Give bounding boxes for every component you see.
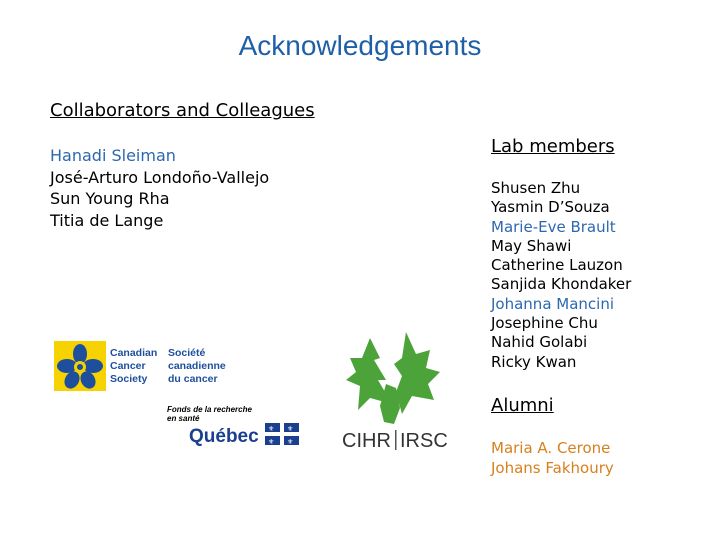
svg-text:⚜: ⚜	[268, 425, 275, 433]
lab-member-name: Sanjida Khondaker	[491, 275, 632, 294]
lab-members-list	[491, 179, 631, 372]
quebec-flag-icon	[265, 423, 299, 446]
lab-member-name: Marie-Eve Brault	[491, 217, 616, 236]
collaborator-name: Hanadi Sleiman	[50, 146, 176, 165]
lab-member-name: Nahid Golabi	[491, 333, 588, 352]
alumni-name: Maria A. Cerone	[491, 439, 611, 457]
frq-logo-text: Fonds de la recherche	[167, 405, 252, 414]
collaborators-heading: Collaborators and Colleagues	[50, 100, 315, 121]
ccs-logo-text: Canadian	[110, 347, 158, 359]
collaborators-list	[50, 145, 269, 231]
alumni-list	[491, 438, 614, 478]
lab-member-name: Johanna Mancini	[491, 294, 615, 313]
collaborator-name: Titia de Lange	[50, 210, 164, 230]
irsc-logo-text: IRSC	[400, 430, 448, 452]
lab-member-name: Shusen Zhu	[491, 179, 581, 197]
alumni-heading: Alumni	[491, 395, 554, 416]
svg-text:⚜: ⚜	[287, 425, 294, 433]
lab-member-name: Yasmin D’Souza	[491, 198, 610, 217]
slide-title: Acknowledgements	[238, 30, 482, 61]
lab-member-name: Josephine Chu	[491, 314, 598, 333]
lab-member-name: Ricky Kwan	[491, 352, 577, 371]
ccs-logo-text: Society	[110, 373, 148, 385]
collaborator-name: Sun Young Rha	[50, 189, 170, 208]
frq-sante-logo	[165, 403, 305, 452]
svg-text:⚜: ⚜	[268, 438, 275, 446]
svg-text:⚜: ⚜	[287, 438, 294, 446]
lab-member-name: Catherine Lauzon	[491, 256, 623, 275]
maple-leaf-people-icon	[346, 332, 440, 424]
cihr-irsc-logo	[340, 328, 450, 457]
ccs-logo-text: Société	[168, 347, 206, 359]
alumni-name: Johans Fakhoury	[491, 459, 614, 477]
frq-logo-text: en santé	[167, 414, 200, 423]
canadian-cancer-society-logo	[54, 341, 234, 395]
ccs-logo-text: Cancer	[110, 360, 146, 372]
lab-member-name: May Shawi	[491, 236, 572, 255]
collaborator-name: José-Arturo Londoño-Vallejo	[50, 167, 270, 187]
ccs-logo-text: canadienne	[168, 360, 226, 372]
cihr-logo-text: CIHR	[342, 430, 391, 452]
ccs-logo-text: du cancer	[168, 373, 218, 385]
lab-members-heading: Lab members	[491, 136, 615, 157]
frq-logo-quebec: Québec	[189, 426, 259, 447]
